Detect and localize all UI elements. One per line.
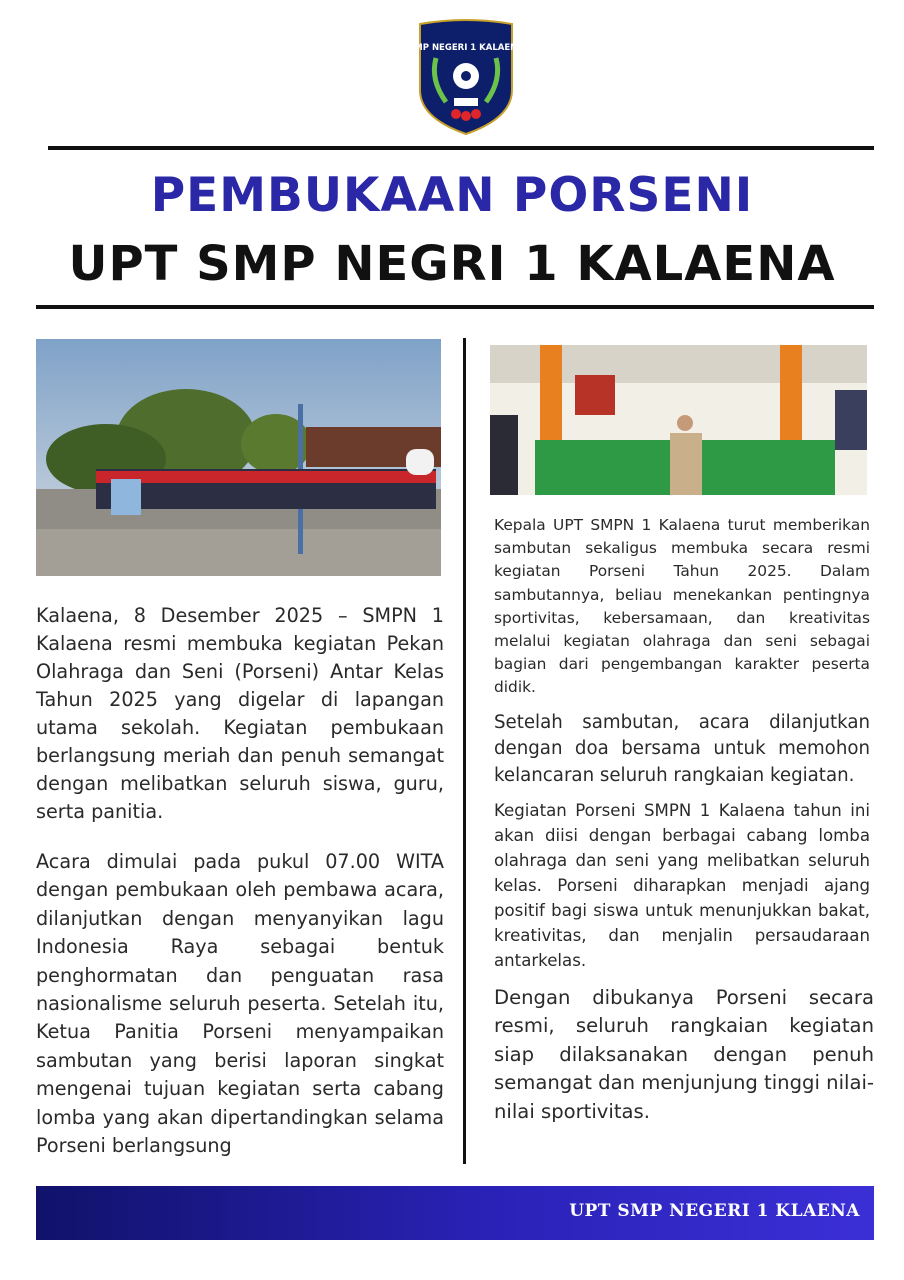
header-top-rule [48, 146, 874, 150]
ceremony-field-photo [36, 339, 441, 576]
footer-banner [36, 1186, 874, 1240]
svg-text:SMP NEGERI 1 KALAENA: SMP NEGERI 1 KALAENA [408, 43, 524, 53]
footer-school-name: UPT SMP NEGERI 1 KLAENA [569, 1201, 860, 1221]
article-paragraph: Acara dimulai pada pukul 07.00 WITA dengan pembukaan oleh pembawa acara, dilanjutkan dengan menyanyikan lagu Indonesia Raya sebagai bentuk penghormatan dan penguatan rasa nasionalisme seluruh peserta. Setelah itu, Ketua Panitia Porseni menyampaikan sambutan yang berisi laporan singkat mengenai tujuan kegiatan serta cabang lomba yang akan dipertandingkan selama Porseni berlangsung [36, 850, 444, 1158]
article-paragraph: Kalaena, 8 Desember 2025 – SMPN 1 Kalaena resmi membuka kegiatan Pekan Olahraga dan Seni (Porseni) Antar Kelas Tahun 2025 yang digelar di lapangan utama sekolah. Kegiatan pembukaan berlangsung meriah dan penuh semangat dengan melibatkan seluruh siswa, guru, serta panitia. [36, 604, 444, 823]
header-bottom-rule [36, 305, 874, 309]
page-title-line2: UPT SMP NEGRI 1 KALAENA [68, 236, 836, 292]
column-divider [463, 338, 466, 1164]
principal-speech-photo [490, 345, 867, 495]
page-title-line1: PEMBUKAAN PORSENI [150, 168, 754, 223]
school-logo [408, 18, 524, 136]
article-paragraph: Kepala UPT SMPN 1 Kalaena turut memberikan sambutan sekaligus membuka secara resmi kegiatan Porseni Tahun 2025. Dalam sambutannya, beliau menekankan pentingnya sportivitas, kebersamaan, dan kreativitas melalui kegiatan olahraga dan seni sebagai bagian dari pengembangan karakter peserta didik. [494, 516, 870, 697]
article-paragraph: Dengan dibukanya Porseni secara resmi, seluruh rangkaian kegiatan siap dilaksanakan dengan penuh semangat dan menjunjung tinggi nilai-nilai sportivitas. [494, 986, 874, 1123]
article-paragraph: Kegiatan Porseni SMPN 1 Kalaena tahun ini akan diisi dengan berbagai cabang lomba olahraga dan seni yang melibatkan seluruh kelas. Porseni diharapkan menjadi ajang positif bagi siswa untuk menunjukkan bakat, kreativitas, dan menjalin persaudaraan antarkelas. [494, 801, 870, 970]
article-paragraph: Setelah sambutan, acara dilanjutkan dengan doa bersama untuk memohon kelancaran seluruh rangkaian kegiatan. [494, 712, 870, 786]
